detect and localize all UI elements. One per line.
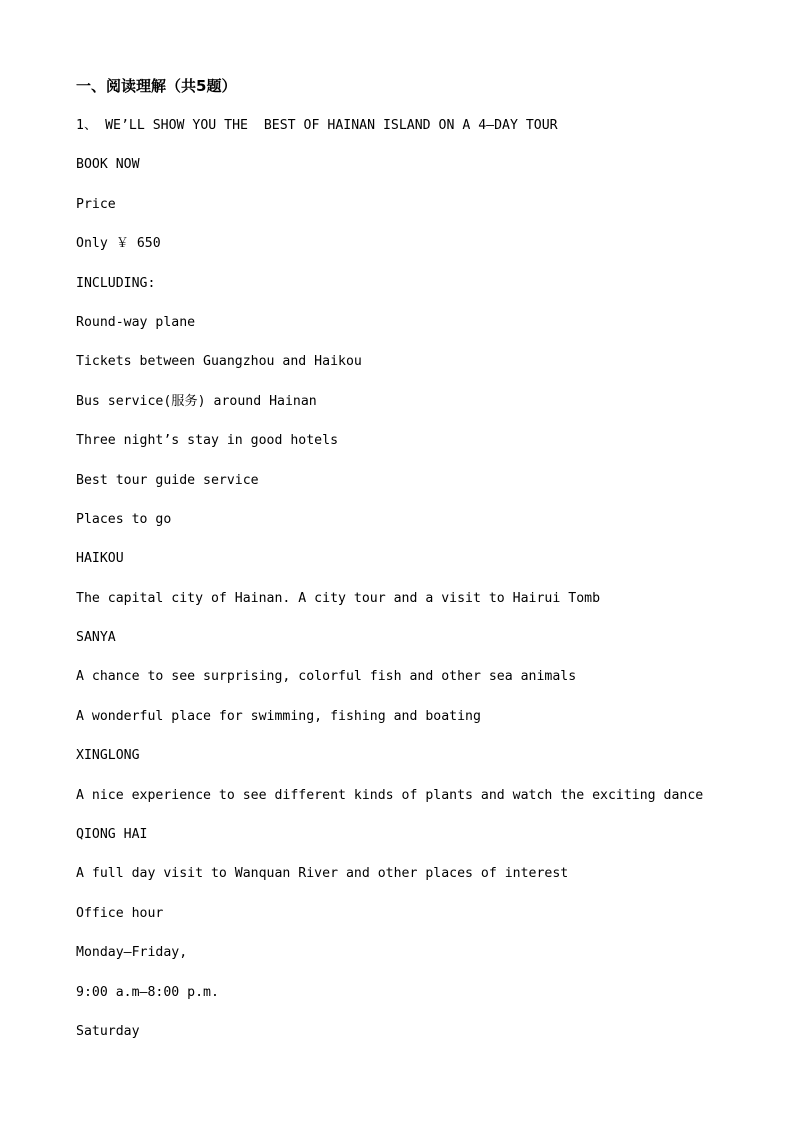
passage-line: Saturday: [76, 1023, 140, 1039]
passage-line: BOOK NOW: [76, 157, 140, 173]
passage-line: Places to go: [76, 511, 172, 527]
section-heading: 一、阅读理解（共5题）: [76, 77, 237, 95]
passage-line: Price: [76, 196, 116, 212]
passage-line: A nice experience to see different kinds of plants and watch the exciting dance: [76, 787, 704, 803]
passage-line: Monday—Friday,: [76, 945, 188, 961]
passage-line: Best tour guide service: [76, 472, 259, 488]
passage-line: Office hour: [76, 905, 164, 921]
passage-line: A chance to see surprising, colorful fish and other sea animals: [76, 669, 577, 685]
passage-line: Only ￥ 650: [76, 236, 161, 252]
passage-line: Round-way plane: [76, 314, 196, 330]
passage-line: Bus service(服务) around Hainan: [76, 393, 317, 409]
passage-line: QIONG HAI: [76, 827, 148, 843]
passage-line: A full day visit to Wanquan River and other places of interest: [76, 866, 569, 882]
passage-line: SANYA: [76, 630, 116, 646]
passage-text: [76, 116, 703, 1061]
passage-line: A wonderful place for swimming, fishing and boating: [76, 708, 481, 724]
passage-line: 1、 WE’LL SHOW YOU THE BEST OF HAINAN ISLAND ON A 4—DAY TOUR: [76, 118, 558, 133]
passage-line: The capital city of Hainan. A city tour and a visit to Hairui Tomb: [76, 590, 601, 606]
passage-line: Tickets between Guangzhou and Haikou: [76, 354, 362, 370]
passage-line: INCLUDING:: [76, 275, 156, 291]
passage-line: XINGLONG: [76, 748, 140, 764]
passage-line: Three night’s stay in good hotels: [76, 433, 339, 449]
passage-line: 9:00 a.m—8:00 p.m.: [76, 984, 219, 1000]
passage-line: HAIKOU: [76, 551, 124, 567]
